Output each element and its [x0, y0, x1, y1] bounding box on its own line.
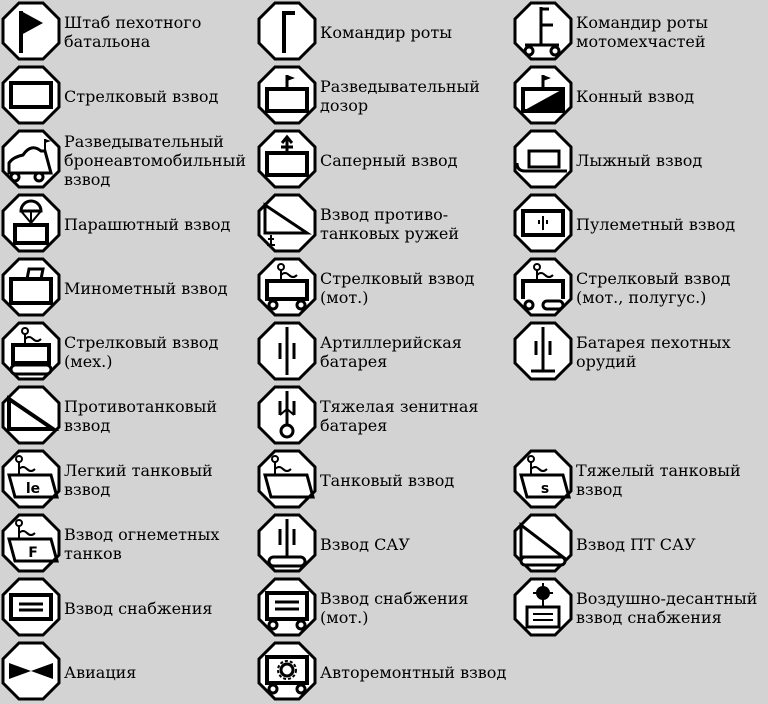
legend-item-flame-tank-platoon: [0, 512, 256, 576]
mechanized-rifle-platoon-icon: [1, 321, 61, 381]
legend-item-light-tank-platoon: [0, 448, 256, 512]
legend-item-motorized-commander: [512, 0, 768, 64]
legend-item-repair-platoon: [256, 640, 512, 704]
legend-item-mortar-platoon: [0, 256, 256, 320]
airborne-supply-platoon-icon: [513, 577, 573, 637]
legend-label: Стрелковый взвод (мот., полугус.): [576, 269, 731, 307]
legend-label: Взвод ПТ САУ: [576, 534, 696, 554]
cavalry-platoon-icon: [513, 65, 573, 125]
legend-label: Парашютный взвод: [64, 214, 231, 234]
motorized-supply-platoon-icon: [257, 577, 317, 637]
legend-item-cavalry-platoon: [512, 64, 768, 128]
legend-item-aviation: [0, 640, 256, 704]
legend-item-company-commander: [256, 0, 512, 64]
legend-item-heavy-aa-battery: [256, 384, 512, 448]
heavy-aa-battery-icon: [257, 385, 317, 445]
legend-item-ski-platoon: [512, 128, 768, 192]
legend-label: Стрелковый взвод (мот.): [320, 269, 475, 307]
legend-label: Штаб пехотного батальона: [64, 13, 202, 51]
td-platoon-icon: [513, 513, 573, 573]
armored-car-icon: [1, 129, 61, 189]
supply-platoon-icon: [1, 577, 61, 637]
machine-gun-platoon-icon: [513, 193, 573, 253]
legend-label: Стрелковый взвод (мех.): [64, 333, 219, 371]
legend-item-infantry-gun-battery: [512, 320, 768, 384]
legend-item-mg-platoon: [512, 192, 768, 256]
legend-item-artillery-battery: [256, 320, 512, 384]
legend-item-tank-platoon: [256, 448, 512, 512]
motorized-rifle-platoon-icon: [257, 257, 317, 317]
legend-label: Легкий танковый взвод: [64, 461, 213, 499]
legend-label: Командир роты мотомехчастей: [576, 13, 708, 51]
legend-label: Тяжелый танковый взвод: [576, 461, 741, 499]
legend-label: Авторемонтный взвод: [320, 662, 507, 682]
legend-item-td-platoon: [512, 512, 768, 576]
legend-label: Артиллерийская батарея: [320, 333, 462, 371]
sapper-platoon-icon: [257, 129, 317, 189]
legend-label: Лыжный взвод: [576, 150, 703, 170]
legend-item-hq: [0, 0, 256, 64]
legend-label: Взвод снабжения: [64, 598, 213, 618]
legend-item-mech-rifle-platoon: [0, 320, 256, 384]
recon-patrol-icon: [257, 65, 317, 125]
halftrack-rifle-platoon-icon: [513, 257, 573, 317]
spg-platoon-icon: [257, 513, 317, 573]
legend-label: Батарея пехотных орудий: [576, 333, 731, 371]
motorized-company-commander-icon: [513, 1, 573, 61]
legend-item-armored-car-recon: [0, 128, 256, 192]
legend-item-airborne-supply: [512, 576, 768, 640]
legend-label: Тяжелая зенитная батарея: [320, 397, 479, 435]
legend-item-spg-platoon: [256, 512, 512, 576]
vehicle-repair-platoon-icon: [257, 641, 317, 701]
legend-item-parachute-platoon: [0, 192, 256, 256]
legend-item-at-rifle-platoon: [256, 192, 512, 256]
antitank-rifle-platoon-icon: [257, 193, 317, 253]
legend-label: Разведывательный дозор: [320, 77, 480, 115]
rifle-platoon-icon: [1, 65, 61, 125]
parachute-platoon-icon: [1, 193, 61, 253]
legend-label: Саперный взвод: [320, 150, 458, 170]
heavy-tank-platoon-icon: [513, 449, 573, 509]
legend-item-supply-platoon: [0, 576, 256, 640]
legend-label: Взвод огнеметных танков: [64, 525, 220, 563]
legend-item-halftrack-rifle-platoon: [512, 256, 768, 320]
infantry-gun-battery-icon: [513, 321, 573, 381]
ski-platoon-icon: [513, 129, 573, 189]
legend-item-rifle-platoon: [0, 64, 256, 128]
legend-label: Взвод снабжения (мот.): [320, 589, 469, 627]
legend-label: Авиация: [64, 662, 137, 682]
legend-label: Танковый взвод: [320, 470, 455, 490]
legend-label: Воздушно-десантный взвод снабжения: [576, 589, 758, 627]
legend-item-mot-supply-platoon: [256, 576, 512, 640]
light-tank-platoon-icon: [1, 449, 61, 509]
legend-label: Взвод противо- танковых ружей: [320, 205, 460, 243]
legend-item-recon-patrol: [256, 64, 512, 128]
mortar-platoon-icon: [1, 257, 61, 317]
legend-item-heavy-tank-platoon: [512, 448, 768, 512]
aviation-icon: [1, 641, 61, 701]
legend-label: Противотанковый взвод: [64, 397, 218, 435]
legend-item-sapper-platoon: [256, 128, 512, 192]
flame-tank-platoon-icon: [1, 513, 61, 573]
heavy-tank-letter: s: [540, 481, 550, 497]
hq-flag-icon: [1, 1, 61, 61]
flame-tank-letter: F: [28, 545, 38, 561]
artillery-battery-icon: [257, 321, 317, 381]
legend-item-antitank-platoon: [0, 384, 256, 448]
light-tank-letter: le: [25, 481, 41, 497]
legend-label: Разведывательный бронеавтомобильный взвод: [64, 131, 246, 189]
company-commander-icon: [257, 1, 317, 61]
legend-label: Пулеметный взвод: [576, 214, 736, 234]
legend-label: Конный взвод: [576, 86, 695, 106]
antitank-platoon-icon: [1, 385, 61, 445]
legend-item-mot-rifle-platoon: [256, 256, 512, 320]
legend-label: Взвод САУ: [320, 534, 410, 554]
tank-platoon-icon: [257, 449, 317, 509]
legend-label: Минометный взвод: [64, 278, 228, 298]
legend-label: Стрелковый взвод: [64, 86, 219, 106]
legend-label: Командир роты: [320, 22, 452, 42]
